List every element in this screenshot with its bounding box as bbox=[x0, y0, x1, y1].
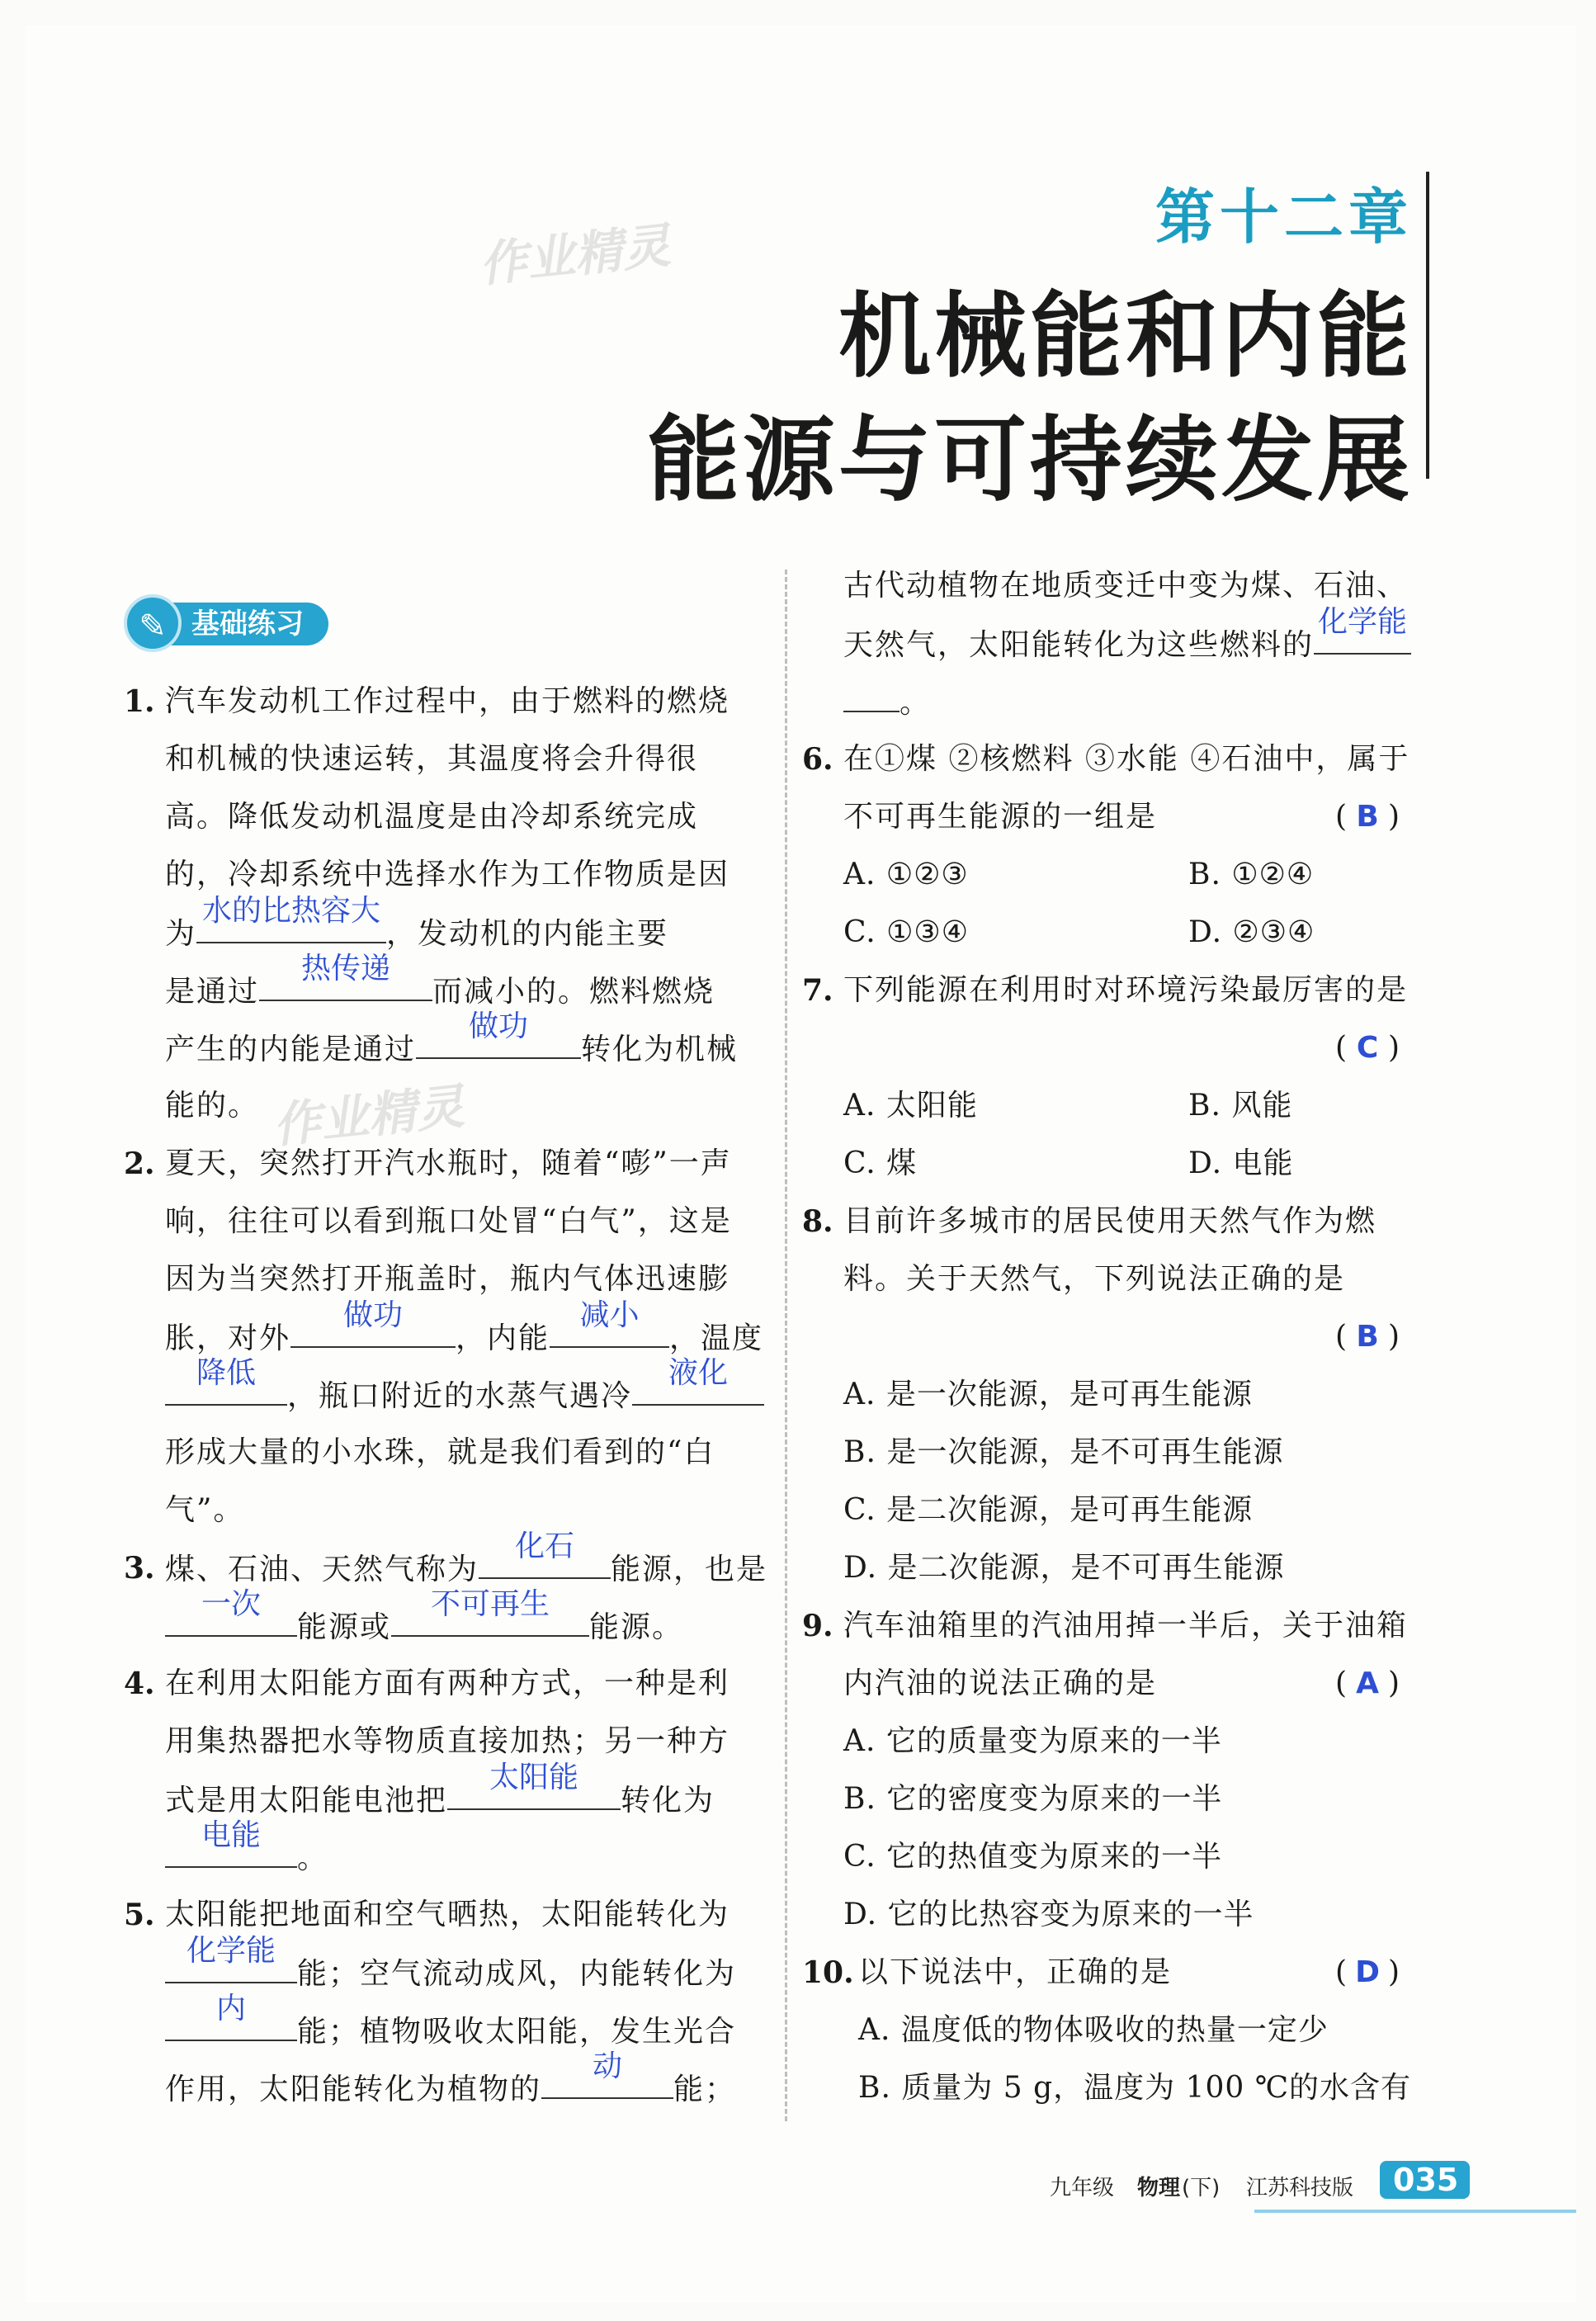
handwritten-answer: 内 bbox=[215, 1992, 246, 2026]
answer-blank bbox=[290, 1298, 456, 1348]
handwritten-answer: 太阳能 bbox=[489, 1761, 579, 1794]
handwritten-answer: 液化 bbox=[668, 1356, 729, 1390]
question-text: 胀，对外 bbox=[165, 1321, 291, 1355]
question-number: 4. bbox=[124, 1666, 155, 1701]
q7-stem: 下列能源在利用时对环境污染最厉害的是 bbox=[843, 973, 1409, 1007]
question-line bbox=[165, 2049, 737, 2111]
footer-grade: 九年级 bbox=[1050, 2176, 1115, 2200]
question-line bbox=[165, 1356, 764, 1417]
footer-rule bbox=[1254, 2210, 1576, 2213]
question-text: 的，冷却系统中选择水作为工作物质是因 bbox=[165, 858, 730, 891]
question-text: 因为当突然打开瓶盖时，瓶内气体迅速膨 bbox=[165, 1262, 730, 1296]
question-text: 用集热器把水等物质直接加热；另一种方 bbox=[165, 1724, 730, 1758]
answer-blank bbox=[632, 1356, 764, 1406]
option: D. ②③④ bbox=[1188, 915, 1315, 949]
question-text: 和机械的快速运转，其温度将会升得很 bbox=[165, 742, 699, 776]
question-text: 转化为 bbox=[621, 1784, 715, 1818]
question-line bbox=[165, 1143, 732, 1184]
question-text: 夏天，突然打开汽水瓶时，随着“嘭”一声 bbox=[165, 1146, 732, 1180]
q9-answer: ( A ) bbox=[1335, 1666, 1400, 1700]
question-text: ，瓶口附近的水蒸气遇冷 bbox=[287, 1379, 633, 1413]
question-line bbox=[165, 1259, 730, 1300]
question-text: 能； bbox=[673, 2073, 737, 2106]
section-label: 基础练习 bbox=[165, 603, 328, 645]
answer-blank bbox=[165, 1356, 287, 1406]
pencil-badge-icon: ✎ bbox=[124, 594, 182, 652]
page-number: 035 bbox=[1380, 2161, 1470, 2199]
q6-answer: ( B ) bbox=[1335, 800, 1400, 834]
question-line bbox=[165, 1085, 259, 1127]
handwritten-answer: 化学能 bbox=[186, 1934, 276, 1968]
question-line bbox=[165, 797, 698, 838]
question-text: 为 bbox=[165, 917, 197, 951]
option: C. 它的热值变为原来的一半 bbox=[843, 1840, 1223, 1874]
answer-blank bbox=[416, 1009, 581, 1059]
column-divider bbox=[785, 570, 787, 2121]
question-number: 9. bbox=[802, 1609, 833, 1643]
watermark: 作业精灵 bbox=[270, 1078, 467, 1154]
chapter-number: 第十二章 bbox=[1155, 182, 1413, 252]
question-number: 2. bbox=[124, 1146, 155, 1181]
q8-stem: 料。关于天然气，下列说法正确的是 bbox=[843, 1262, 1346, 1296]
q5-continuation-line1: 古代动植物在地质变迁中变为煤、石油、 bbox=[843, 569, 1409, 603]
option: A. 温度低的物体吸收的热量一定少 bbox=[858, 2013, 1329, 2047]
option: B. 是一次能源，是不可再生能源 bbox=[843, 1435, 1284, 1469]
option: C. 是二次能源，是可再生能源 bbox=[843, 1493, 1254, 1527]
handwritten-answer: 水的比热容大 bbox=[202, 894, 381, 928]
question-number: 8. bbox=[802, 1204, 833, 1239]
option: B. 风能 bbox=[1188, 1089, 1293, 1123]
question-number: 10. bbox=[802, 1955, 854, 1990]
option: C. 煤 bbox=[843, 1146, 918, 1180]
answer-blank bbox=[165, 1992, 297, 2041]
option: C. ①③④ bbox=[843, 915, 969, 949]
option: A. 是一次能源，是可再生能源 bbox=[843, 1378, 1253, 1411]
q10-stem: 以下说法中，正确的是 bbox=[858, 1955, 1173, 1989]
chapter-title-line1: 机械能和内能 bbox=[838, 283, 1413, 390]
question-text: 气”。 bbox=[165, 1493, 245, 1527]
option: D. 它的比热容变为原来的一半 bbox=[843, 1898, 1254, 1931]
question-text: 形成大量的小水珠，就是我们看到的“白 bbox=[165, 1435, 715, 1469]
footer-edition: 江苏科技版 bbox=[1246, 2176, 1354, 2200]
answer-blank bbox=[165, 1587, 297, 1637]
q8-stem: 目前许多城市的居民使用天然气作为燃 bbox=[843, 1204, 1377, 1238]
question-text: 能源，也是 bbox=[611, 1553, 768, 1586]
option: A. 它的质量变为原来的一半 bbox=[843, 1724, 1222, 1758]
answer-blank bbox=[843, 681, 900, 712]
question-text: 响，往往可以看到瓶口处冒“白气”，这是 bbox=[165, 1204, 732, 1238]
question-text: 能源。 bbox=[589, 1610, 684, 1644]
question-line bbox=[165, 1894, 730, 1936]
question-number: 7. bbox=[802, 973, 833, 1008]
question-text: ，温度 bbox=[669, 1321, 764, 1355]
question-text: 式是用太阳能电池把 bbox=[165, 1784, 448, 1818]
answer-blank bbox=[479, 1529, 611, 1579]
question-line bbox=[165, 1009, 739, 1071]
question-text: 转化为机械 bbox=[581, 1033, 739, 1066]
answer-blank bbox=[447, 1761, 621, 1810]
question-number: 3. bbox=[124, 1551, 155, 1586]
answer-blank bbox=[165, 1818, 297, 1868]
question-line bbox=[165, 1587, 684, 1648]
q5-continuation-line2: 天然气，太阳能转化为这些燃料的 化学能 bbox=[843, 623, 1411, 666]
watermark: 作业精灵 bbox=[476, 217, 673, 293]
question-text: 在利用太阳能方面有两种方式，一种是利 bbox=[165, 1666, 730, 1700]
answer-blank bbox=[259, 952, 432, 1001]
question-text: 。 bbox=[297, 1841, 329, 1875]
question-text: 煤、石油、天然气称为 bbox=[165, 1553, 479, 1586]
handwritten-answer: 热传递 bbox=[301, 952, 391, 986]
question-text: 太阳能把地面和空气晒热，太阳能转化为 bbox=[165, 1898, 730, 1931]
answer-blank bbox=[165, 1934, 297, 1983]
question-line bbox=[165, 1721, 730, 1762]
question-text: 作用，太阳能转化为植物的 bbox=[165, 2073, 542, 2106]
question-number: 5. bbox=[124, 1898, 155, 1932]
q5-continuation-line3: 。 bbox=[843, 681, 931, 724]
question-text: 能源或 bbox=[297, 1610, 392, 1644]
handwritten-answer: 不可再生 bbox=[431, 1587, 550, 1621]
handwritten-answer: 一次 bbox=[201, 1587, 261, 1621]
option: D. 电能 bbox=[1188, 1146, 1294, 1180]
question-text: 能；植物吸收太阳能，发生光合 bbox=[297, 2015, 737, 2049]
answer-blank bbox=[550, 1298, 669, 1348]
handwritten-answer: 减小 bbox=[579, 1298, 640, 1332]
q9-stem: 汽车油箱里的汽油用掉一半后，关于油箱 bbox=[843, 1609, 1409, 1643]
answer-blank: 化学能 bbox=[1314, 623, 1411, 655]
option: B. 它的密度变为原来的一半 bbox=[843, 1782, 1223, 1816]
question-line bbox=[165, 1818, 329, 1879]
question-text: 汽车发动机工作过程中，由于燃料的燃烧 bbox=[165, 684, 730, 718]
option: A. 太阳能 bbox=[843, 1089, 978, 1123]
footer-volume: (下) bbox=[1182, 2176, 1221, 2200]
handwritten-answer: 降低 bbox=[196, 1356, 256, 1390]
question-line bbox=[165, 1432, 715, 1473]
question-number: 1. bbox=[124, 684, 155, 719]
handwritten-answer: 电能 bbox=[201, 1818, 261, 1852]
q6-stem: 不可再生能源的一组是 bbox=[843, 800, 1158, 834]
question-line bbox=[165, 739, 698, 780]
q8-answer: ( B ) bbox=[1335, 1320, 1400, 1354]
question-text: 能；空气流动成风，内能转化为 bbox=[297, 1957, 737, 1991]
option: D. 是二次能源，是不可再生能源 bbox=[843, 1551, 1285, 1585]
question-line bbox=[165, 1201, 732, 1242]
chapter-title-line2: 能源与可持续发展 bbox=[647, 407, 1413, 514]
handwritten-answer: 动 bbox=[593, 2049, 623, 2083]
option: A. ①②③ bbox=[843, 858, 969, 891]
answer-blank bbox=[391, 1587, 589, 1637]
q9-stem: 内汽油的说法正确的是 bbox=[843, 1666, 1158, 1700]
option: B. ①②④ bbox=[1188, 858, 1315, 891]
question-line bbox=[165, 854, 730, 896]
question-line bbox=[165, 681, 730, 722]
question-line bbox=[165, 1490, 244, 1531]
question-number: 6. bbox=[802, 742, 833, 777]
question-text: 是通过 bbox=[165, 975, 260, 1009]
question-text: 而减小的。燃料燃烧 bbox=[432, 975, 715, 1009]
footer-subject: 物理 bbox=[1137, 2176, 1181, 2200]
question-text: 产生的内能是通过 bbox=[165, 1033, 417, 1066]
handwritten-answer: 化石 bbox=[515, 1529, 575, 1563]
question-text: ，内能 bbox=[456, 1321, 550, 1355]
question-text: 能的。 bbox=[165, 1089, 260, 1123]
question-line bbox=[165, 1663, 730, 1704]
question-text: 高。降低发动机温度是由冷却系统完成 bbox=[165, 800, 699, 834]
title-divider bbox=[1426, 172, 1429, 479]
handwritten-answer: 做功 bbox=[343, 1298, 404, 1332]
answer-blank bbox=[541, 2049, 673, 2099]
answer-blank bbox=[196, 894, 386, 943]
option: B. 质量为 5 g，温度为 100 ℃的水含有 bbox=[858, 2071, 1412, 2105]
q7-answer: ( C ) bbox=[1335, 1031, 1400, 1065]
handwritten-answer: 做功 bbox=[469, 1009, 529, 1043]
q6-stem: 在①煤 ②核燃料 ③水能 ④石油中，属于 bbox=[843, 742, 1410, 776]
q10-answer: ( D ) bbox=[1335, 1955, 1400, 1989]
question-text: ，发动机的内能主要 bbox=[386, 917, 669, 951]
